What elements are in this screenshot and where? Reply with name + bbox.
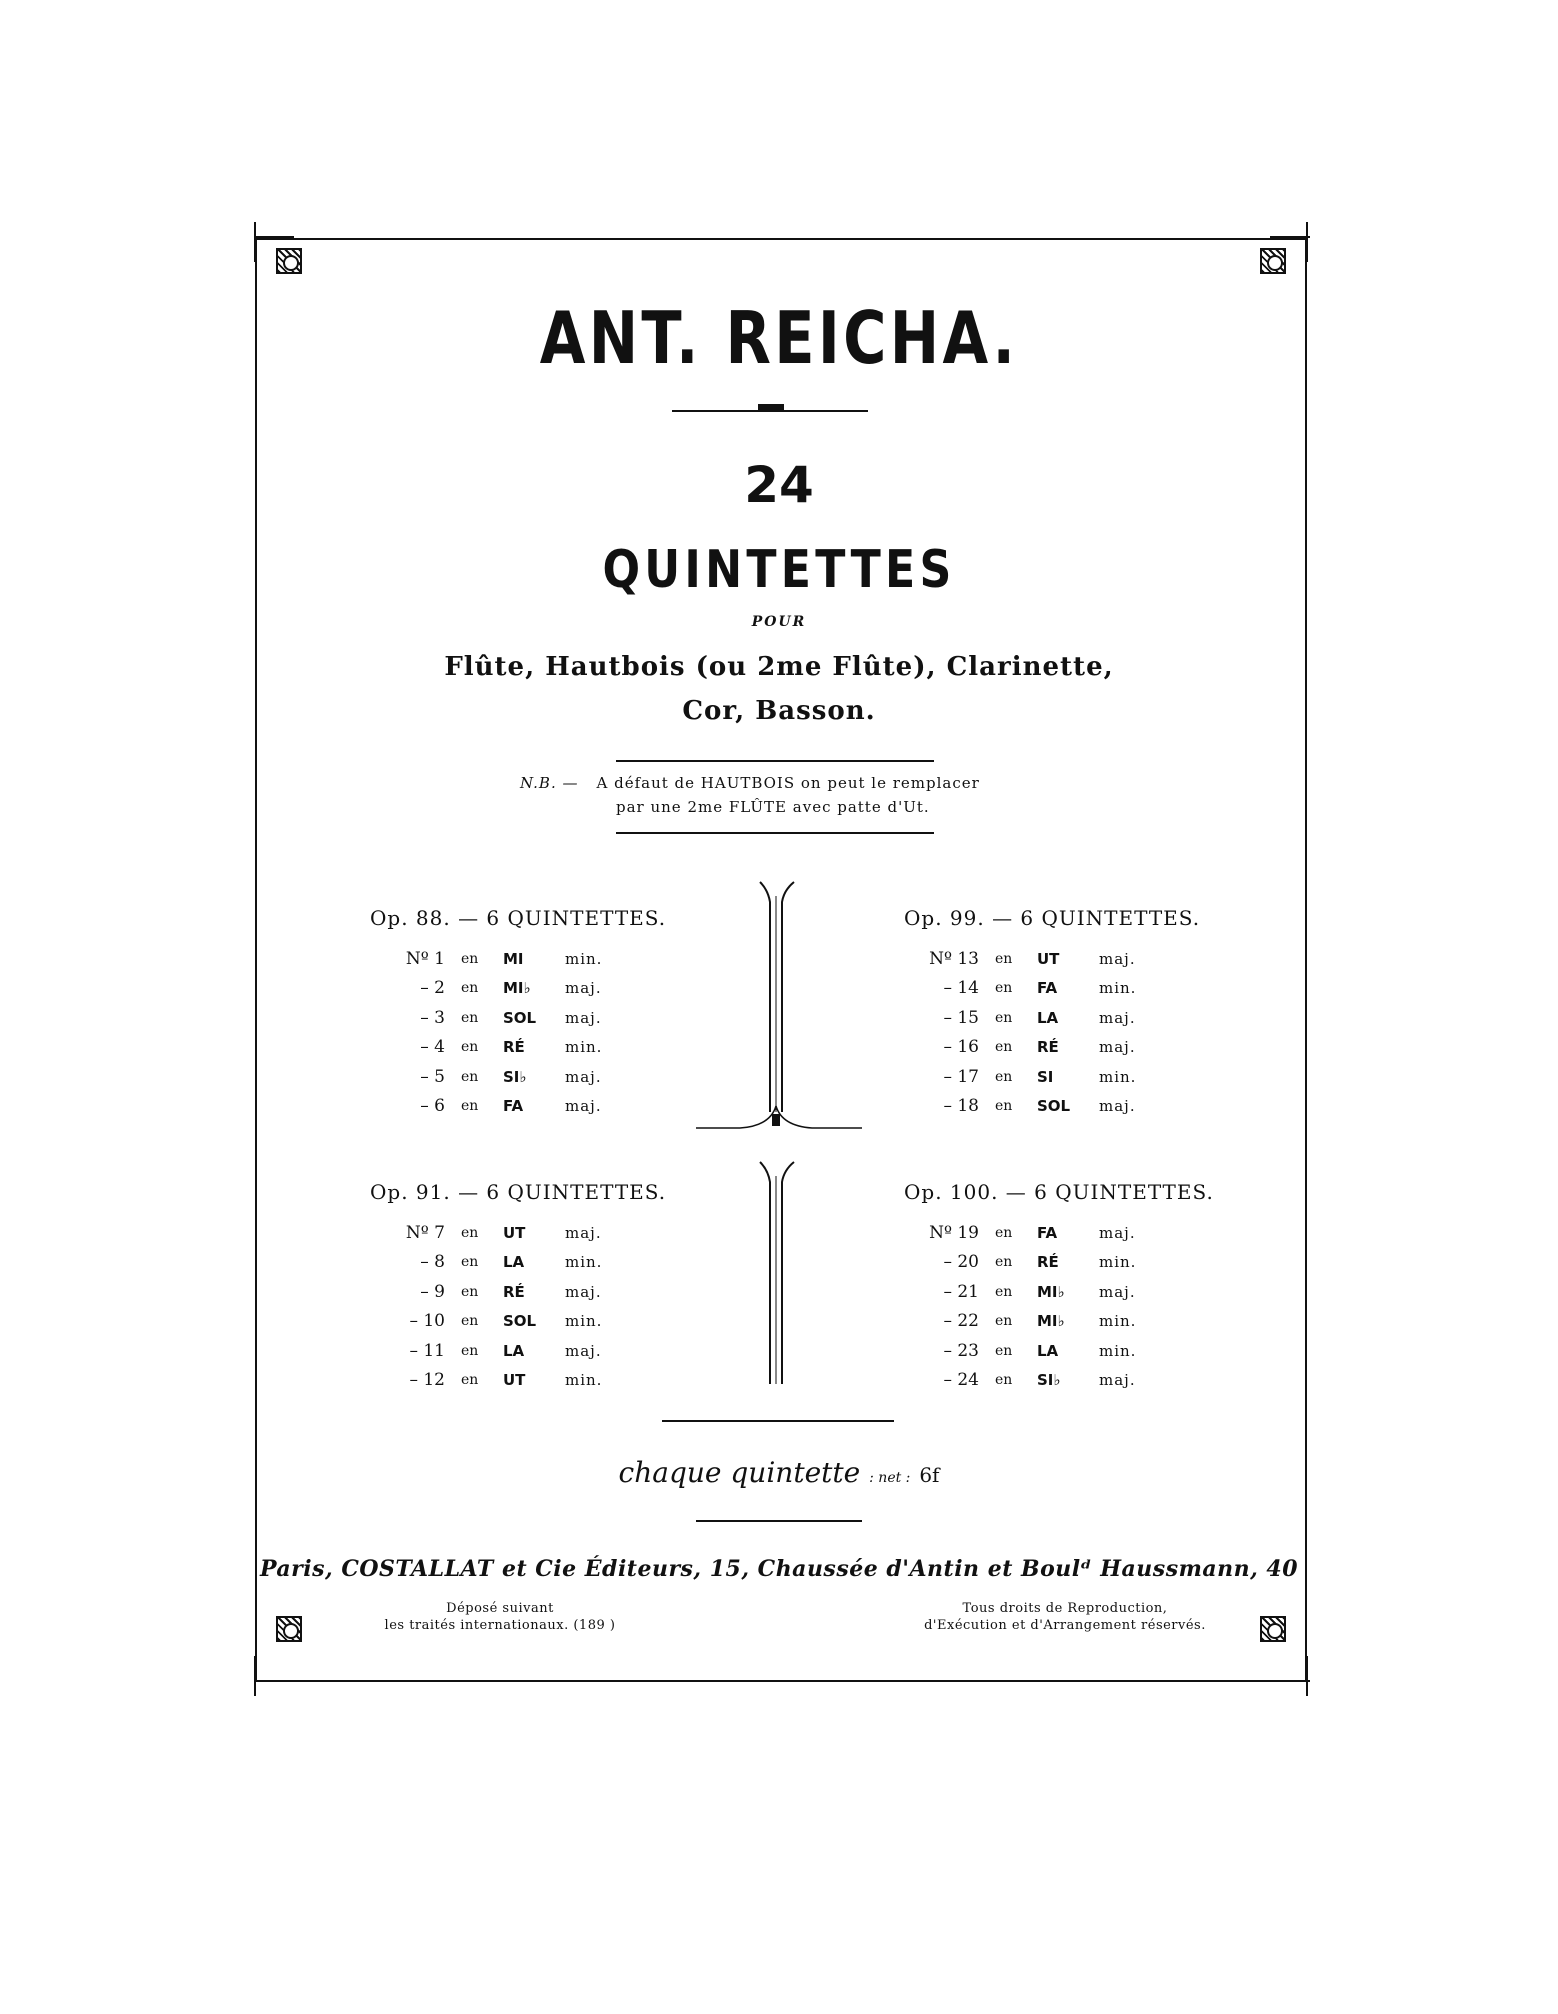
en-label: en <box>995 1283 1013 1300</box>
opus-heading: Op. 91. — 6 QUINTETTES. <box>370 1180 667 1204</box>
list-item <box>370 974 710 1004</box>
list-item <box>370 1033 710 1063</box>
key-name: MI♭ <box>1037 1282 1065 1301</box>
key-name: RÉ <box>1037 1253 1059 1272</box>
price-line <box>0 1456 1558 1489</box>
list-item <box>370 1062 710 1092</box>
corner-tick <box>1306 1656 1308 1696</box>
en-label: en <box>995 950 1013 967</box>
en-label: en <box>461 1039 479 1056</box>
key-name: RÉ <box>503 1038 525 1057</box>
mode-label: maj. <box>1099 1371 1136 1390</box>
mode-label: maj. <box>565 1008 602 1027</box>
list-item <box>370 1218 710 1248</box>
list-item <box>904 944 1244 974</box>
list-item <box>904 1003 1244 1033</box>
en-label: en <box>995 1224 1013 1241</box>
list-item <box>370 1248 710 1278</box>
mode-label: maj. <box>1099 1282 1136 1301</box>
note-line-2: par une 2me FLÛTE avec patte d'Ut. <box>616 798 930 816</box>
en-label: en <box>461 1254 479 1271</box>
list-item <box>370 1092 710 1122</box>
quintette-number: Nº 19 <box>929 1222 979 1243</box>
en-label: en <box>995 1068 1013 1085</box>
en-label: en <box>995 1254 1013 1271</box>
en-label: en <box>461 1342 479 1359</box>
mode-label: min. <box>565 1038 603 1057</box>
quintette-number: – 11 <box>409 1340 445 1361</box>
list-item <box>370 1336 710 1366</box>
list-item <box>904 1092 1244 1122</box>
instruments-line-2: Cor, Basson. <box>682 696 876 726</box>
corner-ornament-top-right <box>1260 248 1286 274</box>
price-rule-top <box>662 1420 894 1422</box>
key-name: MI <box>503 949 524 968</box>
mode-label: maj. <box>565 979 602 998</box>
note-rule-top <box>616 760 934 762</box>
list-item <box>904 1336 1244 1366</box>
work-title: QUINTETTES <box>602 540 956 600</box>
key-name: UT <box>503 1223 526 1242</box>
mode-label: maj. <box>565 1097 602 1116</box>
key-name: SOL <box>1037 1097 1071 1116</box>
key-name: FA <box>503 1097 524 1116</box>
mode-label: min. <box>565 1371 603 1390</box>
key-name: MI♭ <box>503 979 531 998</box>
opus-heading: Op. 99. — 6 QUINTETTES. <box>904 906 1201 930</box>
key-name: LA <box>503 1341 525 1360</box>
quintette-number: Nº 1 <box>405 948 445 969</box>
mode-label: min. <box>1099 1312 1137 1331</box>
key-name: UT <box>503 1371 526 1390</box>
corner-ornament-bottom-left <box>276 1616 302 1642</box>
mode-label: maj. <box>1099 949 1136 968</box>
mode-label: min. <box>565 949 603 968</box>
instruments-line-1: Flûte, Hautbois (ou 2me Flûte), Clarinette, <box>444 652 1114 682</box>
key-name: MI♭ <box>1037 1312 1065 1331</box>
quintette-number: – 17 <box>943 1066 979 1087</box>
list-item <box>370 944 710 974</box>
en-label: en <box>995 1372 1013 1389</box>
key-name: SI♭ <box>1037 1371 1061 1390</box>
mode-label: min. <box>565 1253 603 1272</box>
list-item <box>904 1218 1244 1248</box>
mode-label: min. <box>565 1312 603 1331</box>
list-item <box>904 1033 1244 1063</box>
corner-tick <box>254 222 256 262</box>
list-item <box>370 1366 710 1396</box>
price-rule-bottom <box>696 1520 862 1522</box>
opus-heading: Op. 88. — 6 QUINTETTES. <box>370 906 667 930</box>
corner-ornament-bottom-right <box>1260 1616 1286 1642</box>
ornamental-rule <box>758 404 784 410</box>
legal-left <box>340 1600 660 1634</box>
quintette-number: – 14 <box>943 978 979 999</box>
en-label: en <box>995 1098 1013 1115</box>
en-label: en <box>995 1009 1013 1026</box>
quintette-number: – 23 <box>943 1340 979 1361</box>
quintette-number: Nº 13 <box>929 948 979 969</box>
quintette-number: – 18 <box>943 1096 979 1117</box>
key-name: LA <box>503 1253 525 1272</box>
corner-tick <box>254 1680 294 1682</box>
quintette-number: – 6 <box>420 1096 445 1117</box>
list-item <box>904 1366 1244 1396</box>
quintette-count: 24 <box>744 456 814 514</box>
list-item <box>370 1277 710 1307</box>
legal-left-line-2: les traités internationaux. (189 ) <box>384 1618 616 1633</box>
mode-label: maj. <box>1099 1097 1136 1116</box>
oboe-note-line-2 <box>616 798 1136 816</box>
key-name: RÉ <box>503 1282 525 1301</box>
quintette-number: – 5 <box>420 1066 445 1087</box>
opus-88-list <box>370 906 710 1121</box>
list-item <box>904 1062 1244 1092</box>
key-name: RÉ <box>1037 1038 1059 1057</box>
quintette-number: – 9 <box>420 1281 445 1302</box>
quintette-number: – 24 <box>943 1370 979 1391</box>
mode-label: maj. <box>565 1067 602 1086</box>
quintette-number: – 3 <box>420 1007 445 1028</box>
price-label: chaque quintette <box>618 1456 861 1489</box>
legal-left-line-1: Déposé suivant <box>446 1601 554 1616</box>
corner-tick <box>1270 1680 1310 1682</box>
quintette-number: – 8 <box>420 1252 445 1273</box>
mode-label: maj. <box>1099 1038 1136 1057</box>
note-rule-bottom <box>616 832 934 834</box>
price-net: : net : <box>869 1470 911 1486</box>
en-label: en <box>461 1372 479 1389</box>
key-name: FA <box>1037 979 1058 998</box>
quintette-number: Nº 7 <box>405 1222 445 1243</box>
en-label: en <box>461 980 479 997</box>
price-value: 6f <box>919 1463 940 1487</box>
list-item <box>904 1277 1244 1307</box>
corner-tick <box>254 236 294 238</box>
en-label: en <box>461 1009 479 1026</box>
key-name: FA <box>1037 1223 1058 1242</box>
key-name: LA <box>1037 1341 1059 1360</box>
key-name: SOL <box>503 1312 537 1331</box>
mode-label: maj. <box>1099 1008 1136 1027</box>
mode-label: maj. <box>565 1223 602 1242</box>
mode-label: maj. <box>565 1282 602 1301</box>
note-line-1: A défaut de HAUTBOIS on peut le remplacer <box>596 774 980 792</box>
oboe-note <box>520 774 1040 792</box>
quintette-number: – 2 <box>420 978 445 999</box>
corner-tick <box>254 1656 256 1696</box>
en-label: en <box>995 1342 1013 1359</box>
en-label: en <box>461 950 479 967</box>
quintette-number: – 21 <box>943 1281 979 1302</box>
en-label: en <box>461 1283 479 1300</box>
en-label: en <box>461 1068 479 1085</box>
quintette-number: – 12 <box>409 1370 445 1391</box>
opus-heading: Op. 100. — 6 QUINTETTES. <box>904 1180 1214 1204</box>
corner-tick <box>1270 236 1310 238</box>
mode-label: maj. <box>1099 1223 1136 1242</box>
opus-91-list <box>370 1180 710 1395</box>
mode-label: min. <box>1099 1067 1137 1086</box>
mode-label: min. <box>1099 1253 1137 1272</box>
quintette-number: – 20 <box>943 1252 979 1273</box>
corner-tick <box>1306 222 1308 262</box>
pour-label: POUR <box>751 614 807 630</box>
list-item <box>904 1307 1244 1337</box>
list-item <box>904 974 1244 1004</box>
key-name: SI <box>1037 1067 1054 1086</box>
key-name: UT <box>1037 949 1060 968</box>
quintette-number: – 10 <box>409 1311 445 1332</box>
en-label: en <box>461 1224 479 1241</box>
legal-right-line-2: d'Exécution et d'Arrangement réservés. <box>924 1618 1206 1633</box>
legal-right-line-1: Tous droits de Reproduction, <box>962 1601 1168 1616</box>
quintette-number: – 4 <box>420 1037 445 1058</box>
key-name: LA <box>1037 1008 1059 1027</box>
ornamental-divider-upper <box>690 876 870 1136</box>
quintette-number: – 16 <box>943 1037 979 1058</box>
en-label: en <box>461 1098 479 1115</box>
opus-100-list <box>904 1180 1244 1395</box>
mode-label: maj. <box>565 1341 602 1360</box>
opus-99-list <box>904 906 1244 1121</box>
list-item <box>370 1003 710 1033</box>
quintette-number: – 15 <box>943 1007 979 1028</box>
ornamental-divider-lower <box>740 1158 820 1388</box>
list-item <box>904 1248 1244 1278</box>
corner-ornament-top-left <box>276 248 302 274</box>
quintette-number: – 22 <box>943 1311 979 1332</box>
list-item <box>370 1307 710 1337</box>
key-name: SOL <box>503 1008 537 1027</box>
key-name: SI♭ <box>503 1067 527 1086</box>
legal-right <box>900 1600 1230 1634</box>
note-prefix: N.B. — <box>520 774 579 792</box>
publisher-line: Paris, COSTALLAT et Cie Éditeurs, 15, Chaussée d'Antin et Boulᵈ Haussmann, 40 <box>259 1556 1299 1582</box>
mode-label: min. <box>1099 979 1137 998</box>
mode-label: min. <box>1099 1341 1137 1360</box>
ornamental-rule <box>672 410 868 412</box>
en-label: en <box>995 980 1013 997</box>
en-label: en <box>995 1313 1013 1330</box>
composer-name: ANT. REICHA. <box>539 296 1019 380</box>
en-label: en <box>995 1039 1013 1056</box>
en-label: en <box>461 1313 479 1330</box>
